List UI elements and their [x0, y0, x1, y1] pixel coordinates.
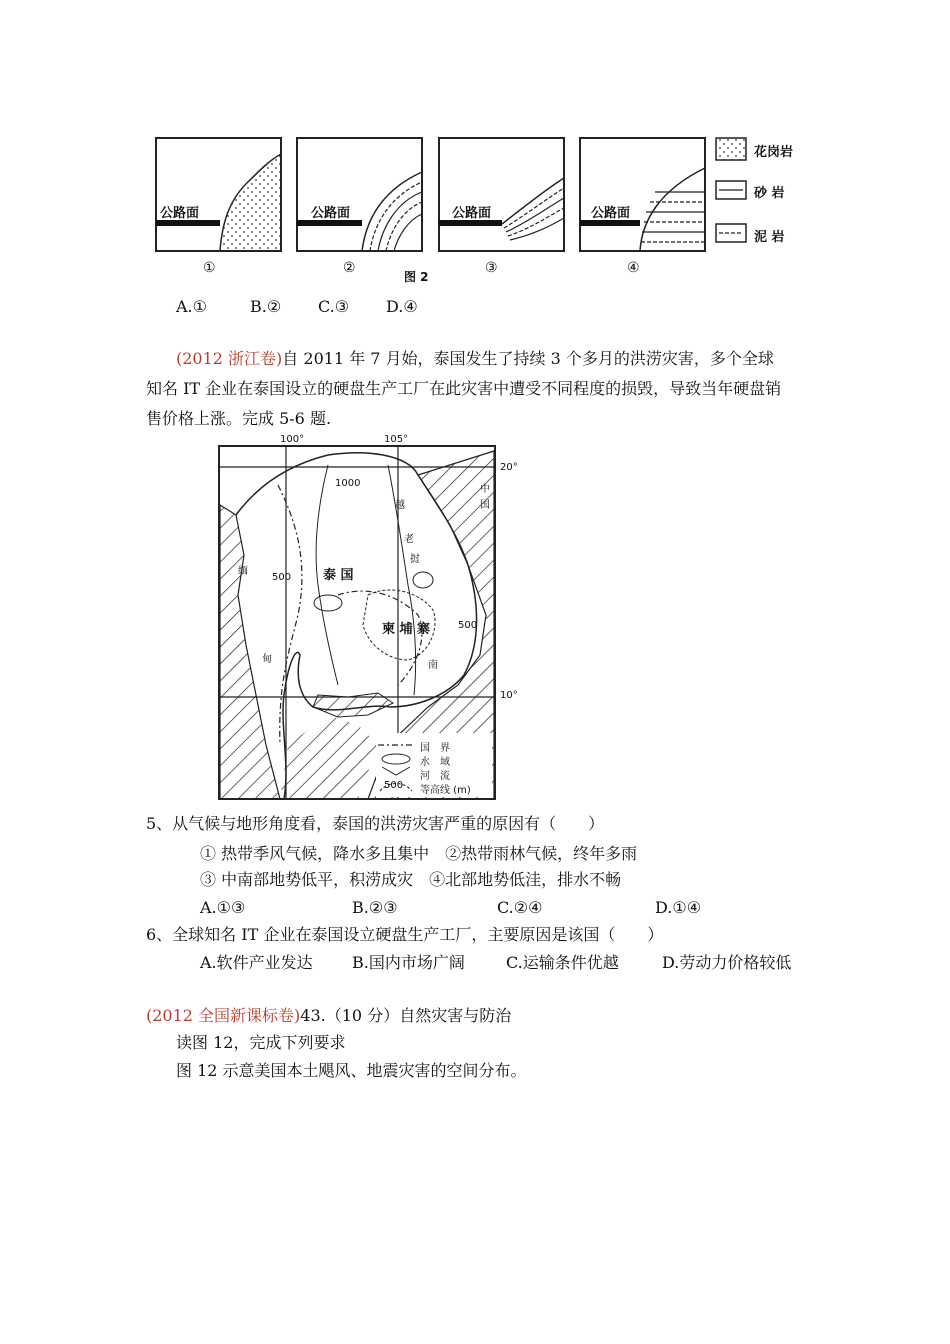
q4-option-d: D.④ — [386, 297, 418, 316]
map-legend-water: 水 域 — [420, 757, 450, 768]
latitude-10: 10° — [500, 690, 518, 701]
q4-option-b: B.② — [250, 297, 282, 316]
q5-option-a: A.①③ — [200, 898, 246, 917]
thailand-map — [218, 445, 496, 800]
zhejiang-intro — [176, 349, 774, 369]
q5-option-d: D.①④ — [655, 898, 702, 917]
road-label-1: 公路面 — [160, 206, 200, 221]
zhejiang-line-3: 售价格上涨。完成 5-6 题. — [146, 409, 332, 428]
contour-label-1: 1000 — [335, 478, 361, 489]
longitude-100: 100° — [280, 434, 305, 445]
q5-option-b: B.②③ — [352, 898, 398, 917]
map-legend-contour: 等高线 (m) — [420, 785, 471, 796]
national-line-1: 读图 12，完成下列要求 — [176, 1033, 346, 1052]
label-china-1: 中 — [480, 484, 490, 495]
panel-2 — [297, 138, 422, 251]
panel-label-4: ④ — [627, 260, 640, 276]
map-legend-border: 国 界 — [420, 743, 450, 754]
q5-stem: 5、从气候与地形角度看，泰国的洪涝灾害严重的原因有（ ） — [146, 814, 605, 833]
national-source: (2012 全国新课标卷) — [146, 1006, 301, 1025]
q4-option-c: C.③ — [318, 297, 350, 316]
q6-option-a: A.软件产业发达 — [200, 953, 313, 972]
q5-option-c: C.②④ — [497, 898, 543, 917]
national-heading — [146, 1006, 511, 1026]
q6-option-d: D.劳动力价格较低 — [662, 953, 792, 972]
panel-1 — [156, 138, 281, 251]
label-china-2: 国 — [480, 500, 490, 511]
label-cambodia: 柬 埔 寨 — [382, 622, 431, 637]
longitude-105: 105° — [384, 434, 409, 445]
zhejiang-source: (2012 浙江卷) — [176, 349, 283, 368]
label-vietnam-south: 南 — [428, 660, 438, 671]
figure-2-caption: 图 2 — [404, 270, 429, 284]
panel-4 — [580, 138, 705, 251]
panel-label-3: ③ — [485, 260, 498, 276]
zhejiang-line-1: 自 2011 年 7 月始，泰国发生了持续 3 个多月的洪涝灾害，多个全球 — [282, 349, 774, 368]
q6-stem: 6、全球知名 IT 企业在泰国设立硬盘生产工厂，主要原因是该国（ ） — [146, 925, 664, 944]
national-line-2: 图 12 示意美国本土飓风、地震灾害的空间分布。 — [176, 1061, 527, 1080]
label-myanmar-2: 甸 — [262, 654, 272, 665]
q6-option-b: B.国内市场广阔 — [352, 953, 465, 972]
label-laos-2: 挝 — [410, 554, 420, 565]
label-vietnam: 越 — [395, 500, 405, 511]
label-thailand: 泰 国 — [323, 568, 354, 583]
road-label-2: 公路面 — [311, 206, 351, 221]
q5-statement-1: ① 热带季风气候，降水多且集中 ②热带雨林气候，终年多雨 — [200, 844, 638, 863]
latitude-20: 20° — [500, 462, 518, 473]
q5-statement-2: ③ 中南部地势低平，积涝成灾 ④北部地势低洼，排水不畅 — [200, 870, 622, 889]
road-label-3: 公路面 — [452, 206, 492, 221]
legend-mudstone: 泥 岩 — [754, 230, 785, 245]
legend-sandstone: 砂 岩 — [754, 186, 785, 201]
q6-option-c: C.运输条件优越 — [506, 953, 619, 972]
panel-3 — [439, 138, 564, 251]
national-title: 43.（10 分）自然灾害与防治 — [300, 1006, 512, 1025]
figure-2-legend — [716, 138, 746, 242]
contour-label-2: 500 — [272, 572, 292, 583]
label-laos-1: 老 — [404, 534, 414, 545]
panel-label-1: ① — [203, 260, 216, 276]
map-legend-river: 河 流 — [420, 771, 450, 782]
contour-label-3: 500 — [458, 620, 478, 631]
q4-option-a: A.① — [176, 297, 207, 316]
label-myanmar-1: 缅 — [238, 566, 248, 577]
panel-label-2: ② — [343, 260, 356, 276]
legend-granite: 花岗岩 — [754, 145, 794, 160]
map-legend-contour-value: 500 — [384, 780, 404, 791]
road-label-4: 公路面 — [591, 206, 631, 221]
zhejiang-line-2: 知名 IT 企业在泰国设立的硬盘生产工厂在此灾害中遭受不同程度的损毁，导致当年硬盘销 — [146, 379, 782, 398]
